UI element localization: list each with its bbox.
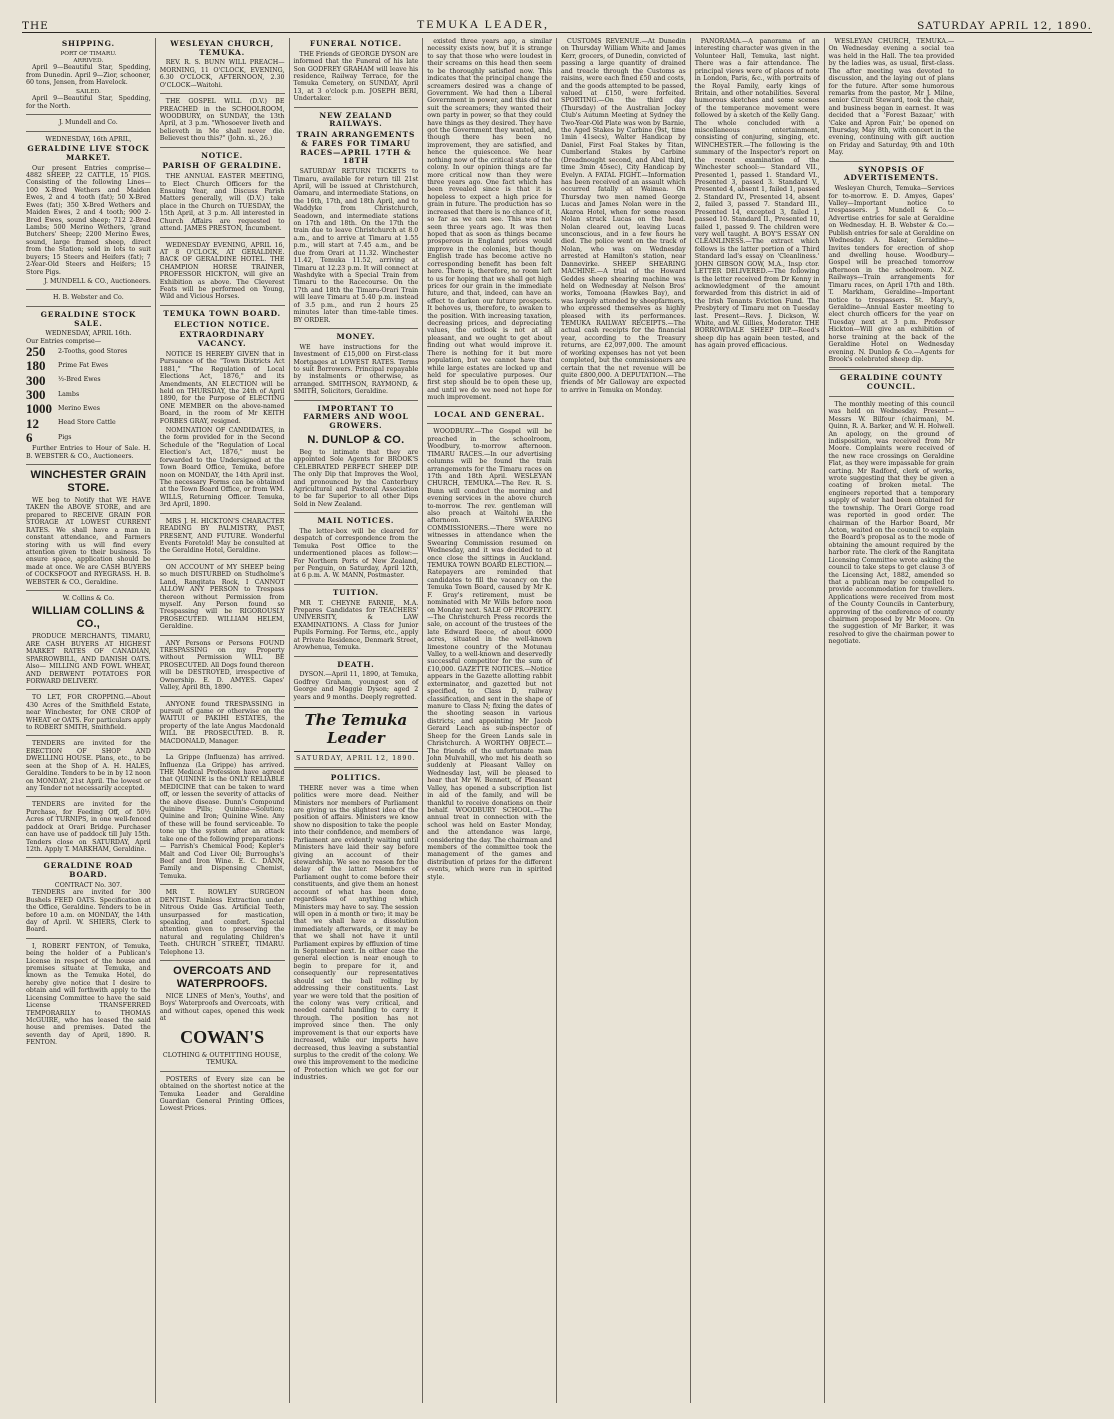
collins-big: WILLIAM COLLINS & CO.,: [31, 605, 145, 631]
stock-line-count: 250: [26, 344, 46, 360]
stock-intro: Our Entries comprise—: [26, 337, 101, 345]
stock-line-label: Pigs: [58, 433, 72, 441]
synopsis-heading: SYNOPSIS OF ADVERTISEMENTS.: [843, 164, 939, 183]
town-board-heading: TEMUKA TOWN BOARD.: [163, 308, 281, 318]
divider: [26, 796, 151, 797]
header-date: SATURDAY APRIL 12, 1890.: [917, 20, 1092, 32]
divider: [294, 107, 419, 108]
stock-line: [26, 388, 151, 402]
collins-text: PRODUCE MERCHANTS, TIMARU, ARE CASH BUYERS AT HIGHEST MARKET RATES OF CANADIAN, SPARROWBILL, AND DANISH OATS. Also— MILLING AND FOWL WHEAT, AND DERWENT POTATOES FOR FORWARD DELIVERY.: [26, 633, 151, 685]
railways-heading: NEW ZEALAND RAILWAYS.: [319, 110, 393, 129]
divider: [26, 735, 151, 736]
divider: [294, 656, 419, 657]
newspaper-columns: [22, 38, 1092, 1403]
divider: [294, 400, 419, 401]
money-heading: MONEY.: [336, 331, 376, 341]
stock-line-count: 300: [26, 387, 46, 403]
divider: [160, 696, 285, 697]
hickton-exhibition: WEDNESDAY EVENING, APRIL 16, AT 8 O'CLOCK, AT GERALDINE. BACK OF GERALDINE HOTEL. THE CHAMPION HORSE TRAINER, PROFESSOR HICKTON, will give an Exhibition as above. The Cleverest Feats will be performed on Young, Wild and Vicious Horses.: [159, 241, 285, 301]
stock-sale-date: WEDNESDAY, APRIL 16th.: [45, 330, 132, 338]
politics-text: THERE never was a time when politics were more dead. Neither Ministers nor members of Parliament are giving us the slightest idea of the position of affairs. Ministers we know show no disposition to take the people into their confidence, and members of Parliament are evidently waiting until Ministers have laid their say before giving an account of their stewardship. We see no reason for the delay of the latter. Members of Parliament ought to come before their constituents, and give them an honest account of what has been done, regardless of anything which Ministers may have to say. The session will open in a month or two; it may be that we shall have a dissolution immediately afterwards, or it may be that we shall not have it until Parliament expires by effluxion of time in September next. In either case the general election is near enough to begin to prepare for it, and consequently our representatives should set the ball rolling by addressing their constituents. Last year we were told that the position of the colony was very critical, and needed careful handling to carry it through. The position has not improved since then. The only improvement is that our exports have increased, while our imports have decreased, thus leaving a substantial surplus to the credit of the colony. We owe this improvement to the medicine of Protection which we got for our industries.: [293, 784, 419, 1082]
divider: [160, 305, 285, 306]
divider: [26, 131, 151, 132]
stock-line-count: 12: [26, 415, 39, 431]
divider: [26, 689, 151, 690]
stock-line: [26, 374, 151, 388]
stock-line-label: Prime Fat Ewes: [58, 362, 109, 370]
cowans-heading: COWAN'S: [180, 1026, 265, 1047]
mail-text: The letter-box will be cleared for despatch of correspondence from the Temuka Post Office to the undermentioned places as follow:— For Northern Ports of New Zealand, per Penguin, on Saturday, April 12th, at 6 p.m. A. W. MANN, Postmaster.: [293, 527, 419, 580]
parish-heading: PARISH OF GERALDINE.: [162, 161, 282, 171]
stock-footer: Further Entries to Hour of Sale. H. B. WEBSTER & CO., Auctioneers.: [26, 445, 151, 460]
port-heading: PORT OF TIMARU.: [60, 50, 117, 57]
tender-shop: TENDERS are invited for the ERECTION OF SHOP AND DWELLING HOUSE. Plans, etc., to be seen at the Shop of A. H. HALES, Geraldine. Tenders to be in by 12 noon on MONDAY, 21st April. The lowest or any Tender not necessarily accepted.: [26, 740, 151, 792]
easter-meeting-text: THE ANNUAL EASTER MEETING, to Elect Church Officers for the Ensuing Year, and Discuss Parish Matters generally, will (D.V.) take place in the Church on TUESDAY, the 15th April, at 3 p.m. All interested in Church Affairs are requested to attend. JAMES PRESTON, Incumbent.: [159, 173, 285, 233]
stock-line: [26, 417, 151, 431]
overcoats-text: NICE LINES of Men's, Youths', and Boys' Waterproofs and Overcoats, with and without capes, opened this week at: [159, 993, 285, 1023]
divider: [26, 857, 151, 858]
divider: [294, 512, 419, 513]
divider: [26, 114, 151, 115]
masthead: The Temuka Leader: [294, 707, 419, 752]
local-general-heading: LOCAL AND GENERAL.: [434, 409, 546, 419]
column-4: [423, 38, 557, 1403]
train-heading: TRAIN ARRANGEMENTS & FARES FOR TIMARU RACES—APRIL 17TH & 18TH: [296, 130, 416, 166]
news-text-col6: PANORAMA.—A panorama of an interesting character was given in the Volunteer Hall, Temuka, last night. There was a fair attendance. The principal views were of places of note in London, Paris, &c., with portraits of the Royal Family, early kings of Britain, and other notabilities. Several humorous sketches and some scenes of the temperance movement were followed by a sketch of the Kelly Gang. The whole concluded with a miscellaneous entertainment, consisting of conjuring, singing, etc. WINCHESTER.—The following is the summary of the Inspector's report on the recent examination of the Winchester school:— Standard VII., Presented 1, passed 1. Standard VI., Presented 3, passed 3. Standard V., Presented 4, absent 1, failed 1, passed 2. Standard IV., Presented 14, absent 2, failed 3, passed 7. Standard III., Presented 14, excepted 3, failed 1, passed 10. Standard II., Presented 10, failed 1, passed 9. The children were very well taught. A BOY'S ESSAY ON CLEANLINESS.—The extract which follows is the latter portion of a Third Standard lad's essay on 'Cleanliness.' JOHN GIBSON GOW, M.A., Insp ctor. LETTER DELIVERED.—The following is the letter received from Dr Kenny in acknowledgment of the amount forwarded from this district in aid of the Irish Tenants Eviction Fund. The Presbytery of Timaru met on Tuesday last. Present—Revs. J. Dickson, W. White, and W. Gillies, Moderator. THE BORROWDALE SHEEP DIP.—Reed's sheep dip has again been tested, and has again proved efficacious.: [694, 38, 820, 350]
road-board-heading: GERALDINE ROAD BOARD.: [43, 861, 134, 880]
sale-title: GERALDINE LIVE STOCK MARKET.: [27, 144, 150, 162]
stock-line-label: Merino Ewes: [58, 405, 100, 412]
synopsis-text: Wesleyan Church, Temuka—Services for to-morrow. E. D. Amyes, Gapes' Valley—Important notice to trespassers. J. Mundell & Co.—Advertise entries for sale at Geraldine on Wednesday. H. B. Webster & Co.—Publish entries for sale at Geraldine on Wednesday. A. Baker, Geraldine—Invites tenders for erection of shop and dwelling house. Woodbury—Gospel will be preached tomorrow afternoon in the schoolroom. N.Z. Railways—Train arrangements for Timaru races, on April 17th and 18th. T. Markham, Geraldine—Important notice to trespassers. St. Mary's, Geraldine—Annual Easter meeting to elect church officers for the year on Tuesday next at 3 p.m. Professor Hickton—Will give an exhibition of horse training at the back of the Geraldine Hotel on Wednesday evening. N. Dunlop & Co.—Agents for Brook's celebrated sheep dip.: [828, 185, 955, 363]
arrived-heading: ARRIVED.: [73, 57, 104, 64]
sale-signature: J. MUNDELL & CO., Auctioneers.: [43, 277, 151, 285]
tender-oats: TENDERS are invited for 300 Bushels FEED OATS. Specification at the Office, Geraldine. Tenders to be in before 10 a.m. on MONDAY, the 14th day of April. W. SHIERS, Clerk to Board.: [26, 889, 151, 934]
divider: [160, 960, 285, 961]
divider: [160, 884, 285, 885]
wesleyan-social-text: WESLEYAN CHURCH, TEMUKA.—On Wednesday evening a social tea was held in the Hall. The tea provided by the ladies was, as usual, first-class. The after meeting was devoted to discussion, and the laying out of plans for the future. After some humorous remarks from the pastor, Mr J. Milne, senior Circuit Steward, took the chair, and business began in earnest. It was decided that a 'Forest Bazaar,' with 'Cake and Apron Fair,' be opened on Thursday, May 8th, with concert in the evening, continuing with gift auction on Friday and Saturday, 9th and 10th May.: [828, 38, 955, 157]
divider: [829, 161, 955, 162]
sale-date: WEDNESDAY, 16th APRIL,: [45, 135, 132, 143]
stock-line: [26, 431, 151, 445]
divider: [26, 590, 151, 591]
money-text: WE have instructions for the Investment of £15,000 on First-class Mortgages at LOWEST RATES. Terms to suit Borrowers. Principal repayable by instalments or otherwise, as arranged. SMITHSON, RAYMOND, & SMITH, Solicitors, Geraldine.: [293, 343, 419, 396]
notice-heading: NOTICE.: [201, 150, 244, 160]
arrived-text: April 9—Beautiful Star, Spedding, from Dunedin. April 9—Zior, schooner, 60 tons, Jensen, from Havelock.: [26, 64, 151, 87]
election-notice-heading: ELECTION NOTICE.: [174, 319, 271, 329]
divider: [26, 289, 151, 290]
dunlop-text: Beg to intimate that they are appointed Sole Agents for BROOK'S CELEBRATED PERFECT SHEEP DIP. The only Dip that Improves the Wool, and pronounced by the Canterbury Agricultural and Pastoral Association to be far Superior to all other Dips Sold in New Zealand.: [293, 448, 419, 508]
stock-line-label: 2-Tooths, good Stores: [58, 347, 128, 355]
stock-line: [26, 359, 151, 373]
cowans-subheading: CLOTHING & OUTFITTING HOUSE, TEMUKA.: [162, 1051, 282, 1067]
divider: [427, 406, 552, 407]
tender-turnips: TENDERS are invited for the Purchase, for Feeding Off, of 50½ Acres of TURNIPS, in one well-fenced paddock at Orari Bridge. Purchaser can have use of paddock till July 15th. Tenders close on SATURDAY, April 12th. Apply T. MARKHAM, Geraldine.: [26, 801, 151, 853]
divider: [160, 147, 285, 148]
train-text: SATURDAY RETURN TICKETS to Timaru, available for return till 21st April, will be issued at Christchurch, Oamaru, and intermediate Stations, on the 16th, 17th, and 18th April, and to Waddyke from Christchurch, Seadown, and intermediate stations on 17th and 18th. On the 17th the train due to leave Christchurch at 8.0 a.m., and to arrive at Timaru at 1.55 p.m., will start at 7.45 a.m., and be due from Orari at 11.32. Winchester 11.42, Temuka 11.52, arriving at Timaru at 12.23 p.m. It will connect at Washdyke with a Special Train from Timaru to the Racecourse. On the 17th and 18th the Timaru-Orari Train will leave Timaru at 5.40 p.m. instead of 3.5 p.m., and run 2 hours 25 minutes later than time-table times. BY ORDER.: [293, 168, 419, 324]
divider: [160, 635, 285, 636]
sheep-notice: ON ACCOUNT of MY SHEEP being so much DISTURBED on Studholme's Land, Rangitata Rock, I CANNOT ALLOW ANY PERSON to Trespass thereon without Permission from myself. Any Person found so Trespassing will be RIGOROUSLY PROSECUTED. WILLIAM HELEM, Geraldine.: [159, 563, 285, 631]
divider: [294, 584, 419, 585]
stock-line-label: Head Store Cattle: [58, 419, 116, 427]
divider: [294, 328, 419, 329]
mundell-heading: J. Mundell and Co.: [59, 119, 118, 127]
divider: [26, 306, 151, 307]
vacancy-heading: EXTRAORDINARY VACANCY.: [179, 330, 265, 349]
local-news-text: WOODBURY.—The Gospel will be preached in the schoolroom, Woodbury, to-morrow afternoon. TIMARU RACES.—In our advertising columns will be found the train arrangements for the Timaru races on 17th and 18th April. WESLEYAN CHURCH, TEMUKA.—The Rev. R. S. Bunn will conduct the morning and evening services in the above church to-morrow. The rev. gentleman will also preach at Waitohi in the afternoon. SWEARING COMMISSIONERS.—There were no witnesses in attendance when the Swearing Commission resumed on Wednesday, and it was decided to at once close the sittings in Auckland. TEMUKA TOWN BOARD ELECTION.—Ratepayers are reminded that candidates to fill the vacancy on the Temuka Town Board, caused by Mr K. F. Gray's retirement, must be nominated with Mr Wills before noon on Monday next. SALE OF PROPERTY.—The Christchurch Press records the sale, on account of the trustees of the late Edward Reece, of about 6000 acres, situated in the well-known limestone country of the Motunau Valley, to a well-known and deservedly successful competitor for the sum of £10,000. GAZETTE NOTICES.—Notice appears in the Gazette allotting rabbit exterminator, and gazetted but not specified, to Class D, railway classification, and sent in the shape of manure to Class N; fixing the dates of the shooting season in various districts; and appointing Mr Jacob Gerard Leach as sub-inspector of Sheep for the Green Lands sale in Christchurch. A WORTHY OBJECT.—The friends of the unfortunate man John Mulvahill, who met his death so suddenly at Pleasant Valley on Wednesday last, will be pleased to hear that Mr W. Bennett, of Pleasant Valley, has opened a subscription list in aid of the family, and will be thankful to receive donations on their behalf. WOODBURY SCHOOL.—The annual treat in connection with the school was held on Easter Monday, and the attendance was large, considering the day. The chairman and members of the committee took the management of the games and distribution of prizes for the different events, which were run in spirited style.: [427, 428, 552, 881]
column-3: [290, 38, 424, 1403]
dunlop-heading: N. DUNLOP & CO.: [307, 433, 405, 446]
divider: [160, 513, 285, 514]
divider: [160, 1071, 285, 1072]
divider: [427, 423, 552, 424]
fenton-license-notice: I, ROBERT FENTON, of Temuka, being the holder of a Publican's License in respect of the house and premises situate at Temuka, and known as the Temuka Hotel, do hereby give notice that I desire to obtain and will forthwith apply to the Licensing Committee to have the said License TRANSFERRED TEMPORARILY to THOMAS McGUIRE, who has leased the said house and premises. Dated the seventh day of April, 1890. R. FENTON.: [26, 942, 151, 1047]
divider: [26, 938, 151, 939]
wesleyan-text: REV. R. S. BUNN WILL PREACH— MORNING, 11 O'CLOCK, EVENING, 6.30 O'CLOCK, AFTERNOON, 2.30 O'CLOCK—Waitohi.: [159, 59, 285, 89]
column-7: [825, 38, 959, 1403]
divider: [160, 559, 285, 560]
tuition-text: MR T. CHEYNE FARNIE, M.A. Prepares Candidates for TEACHERS' UNIVERSITY, & LAW EXAMINATIONS. A Class for Junior Pupils Forming. For Terms, etc., apply at Private Residence, Denmark Street, Arowhenua, Temuka.: [293, 599, 419, 652]
palmistry-ad: MRS J. H. HICKTON'S CHARACTER READING BY PALMISTRY, PAST, PRESENT, AND FUTURE. Wonderful Events Foretold! May be consulted at the Geraldine Hotel, Geraldine.: [159, 517, 285, 555]
gospel-notice: THE GOSPEL WILL (D.V.) BE PREACHED in the SCHOOLROOM, WOODBURY, on SUNDAY, the 13th April, at 3 p.m. "Whosoever liveth and believeth in Me shall never die. Believest thou this?" (John. xi., 26.): [159, 98, 285, 143]
wesleyan-heading: WESLEYAN CHURCH, TEMUKA.: [170, 39, 274, 57]
column-6: [691, 38, 825, 1403]
collins-heading: W. Collins & Co.: [62, 595, 115, 603]
posters-ad: POSTERS of Every size can be obtained on the shortest notice at the Temuka Leader and Geraldine Guardian General Printing Offices, Lowest Prices.: [159, 1075, 285, 1113]
winchester-text: WE beg to Notify that WE HAVE TAKEN the ABOVE STORE, and are prepared to RECEIVE GRAIN FOR STORAGE AT LOWEST CURRENT RATES. We shall have a man in constant attendance, and Farmers storing with us will find every attention given to their business. To ensure space, application should be made at once. We are CASH BUYERS of COCKSFOOT and RYEGRASS. H. B. WEBSTER & CO., Geraldine.: [26, 496, 151, 586]
tuition-heading: TUITION.: [332, 587, 379, 597]
news-text-col5: CUSTOMS REVENUE.—At Dunedin on Thursday William White and James Kerr, grocers, of Dunedin, convicted of passing a large quantity of drained and treacle through the Customs as raisins, were each fined £50 and costs, and the goods attempted to be passed, valued at £150, were forfeited. SPORTING.—On the third day (Thursday) of the Australian Jockey Club's Autumn Meeting at Sydney the Two-Year-Old Plate was won by Barnie, the Aged Stakes by Carbine (9st, time 1min 41secs), Walter Handicap by Daniel, First Foal Stakes by Titan, Cumberland Stakes by Carbine (Dreadnought second, and Abel third, time 3min 45sec), City Handicap by Evelyn. A FATAL FIGHT.—Information has been received of an assault which occurred fatally at Waimea. On Thursday two men named George Lucas and James Nolan were in the Akaroa Hotel, when for some reason Nolan struck Lucas on the head. Nolan cleared out, leaving Lucas unconscious, and in a few hours he died. The police went on the track of Nolan, who was on Wednesday arrested at Hamilton's station, near Dannevirke. SHEEP SHEARING MACHINE.—A trial of the Howard Geddes sheep shearing machine was held on Wednesday at Nelson Bros' works, Tomoana (Hawkes Bay), and was largely attended by sheepfarmers, who expressed themselves as highly pleased with its performances. TEMUKA RAILWAY RECEIPTS.—The actual cash receipts for the financial year, according to the Treasury returns, are £2,097,000. The amount of working expenses has not yet been completed, but the commissioners are certain that the net revenue will be quite £800,000. A DEPUTATION.—The friends of Mr Galloway are expected to arrive in Temuka on Monday.: [561, 38, 686, 394]
newspaper-title: TEMUKA LEADER,: [416, 17, 549, 31]
masthead-date: SATURDAY, APRIL 12, 1890.: [296, 754, 416, 763]
nomination-text: NOMINATION OF CANDIDATES, in the form provided for in the Second Schedule of the "Regulation of Local Election's Act, 1876," must be forwarded to the Undersigned at the Town Board Office, Temuka, before noon on MONDAY, the 14th April inst. The necessary Forms can be obtained at the Town Board Office, or from WM. WILLS, Returning Officer. Temuka, 3rd April, 1890.: [159, 427, 285, 509]
header-left: THE: [22, 20, 49, 32]
page-header: [22, 10, 1092, 33]
county-council-heading: GERALDINE COUNTY COUNCIL.: [839, 373, 943, 392]
editorial-continued: existed three years ago, a similar necessity exists now, but it is strange to say that those who were loudest in their screams on this head then seem to be thoroughly satisfied now. This indicates that the principal change the screamers desired was a change of Government. We had then a Liberal Government in power, and this did not suit the screamers; they wanted their own party in power, so that they could have things as they desired. They have got the Government they wanted, and, though there has been no improvement, they are satisfied, and hence the quiescence. We hear nothing now of the critical state of the colony. In our opinion things are far more critical now than they were three years ago. One fact which has been revealed since is that it is hopeless to expect a high price for grain in future. The production has so increased that there is no chance of it, so far as we can see. This was not seen three years ago. It was then hoped that as soon as things became prosperous in England prices would improve in the colonies, but though English trade has become active no corresponding benefit has been felt here. There is, therefore, no room left to us for hoping that we shall get high prices for our grain in the immediate future, and that, indeed, can have an effect to darken our future prospects. It behoves us, therefore, to awaken to the position. With increasing taxation, decreasing prices, and depreciating values, the outlook is not at all pleasant, and we ought to get about finding out what would improve it. There is nothing for it but more population, but we cannot have that while large estates are locked up and held for speculative purposes. Our first step should be to open these up, and until we do we need not hope for much improvement.: [427, 38, 552, 402]
to-let-notice: TO LET, FOR CROPPING.—About 430 Acres of the Smithfield Estate, near Winchester, for ONE CROP of WHEAT or OATS. For particulars apply to ROBERT SMITH, Smithfield.: [26, 694, 151, 732]
divider: [829, 396, 955, 397]
funeral-text: THE Friends of GEORGE DYSON are informed that the Funeral of his late Son GODFREY GRAHAM will leave his residence, Railway Terrace, for the Temuka Cemetery, on SUNDAY, April 13, at 3 o'clock p.m. JOSEPH BERI, Undertaker.: [293, 50, 419, 103]
politics-heading: POLITICS.: [330, 773, 382, 783]
stock-line: [26, 345, 151, 359]
overcoats-heading: OVERCOATS AND WATERPROOFS.: [173, 965, 272, 991]
county-council-text: The monthly meeting of this council was held on Wednesday. Present—Messrs W. Bilfour (chairman), M. Quinn, R. A. Barker, and W. H. Holwell. An apology, on the ground of indisposition, was received from Mr Moore. Complaints were received of the new race crossings on Geraldine Flat, as they were impassable for grain carting. Mr Radford, clerk of works, wrote suggesting that they be given a coating of broken metal. The engineers reported that a temporary supply of water had been obtained for the township. The Orari Gorge road was reported in good order. The chairman of the Harbor Board, Mr Acton, waited on the council to explain the Board's proposal as to the mode of obtaining the amount required by the harbor rate. The clerk of the Rangitata Licensing Committee wrote asking the council to take steps to get clause 3 of the Licensing Act, 1882, amended so that a publican may be compelled to provide accommodation for travellers. Applications were received from most of the County Councils in Canterbury, approving of the conference of county chairmen proposed by Mr Moore. On the suggestion of Mr Barker, it was resolved to give the chairman power to negotiate.: [828, 400, 955, 646]
stock-line-count: 300: [26, 372, 46, 388]
winchester-heading: WINCHESTER GRAIN STORE.: [30, 469, 147, 495]
stock-line-count: 180: [26, 358, 46, 374]
sailed-heading: SAILED.: [75, 88, 101, 95]
stock-line: [26, 402, 151, 416]
divider: [160, 93, 285, 94]
double-rule: [294, 767, 419, 770]
stock-line-label: ½-Bred Ewes: [58, 376, 101, 384]
double-rule: [829, 367, 955, 370]
webster-heading: H. B. Webster and Co.: [53, 294, 124, 302]
sale-entries: Our present Entries comprise— 4882 SHEEP, 22 CATTLE, 15 PIGS. Consisting of the following Lines— 100 X-Bred Wethers and Maiden Ewes, 2 and 4 tooth (fat); 50 X-Bred Ewes (fat); 350 X-Bred Wethers and Maiden Ewes, 2 and 4 tooth; 900 2-Bred Ewes, sound sheep; 712 2-Bred Lambs; 500 Merino Wethers, 'grand Butchers' Sheep; 2200 Merino Ewes, sound, large framed sheep, direct from the Station; sold in lots to suit buyers; 15 Steers and Heifers (fat); 7 2-Year-Old Steers and Heifers; 15 Store Pigs.: [26, 164, 151, 276]
trespass-notice: ANY Persons or Persons FOUND TRESPASSING on my Property without Permission WILL BE PROSECUTED. All Dogs found thereon will be DESTROYED, irrespective of Ownership. E. D. AMYES. Gapes' Valley, April 8th, 1890.: [159, 639, 285, 692]
divider: [160, 237, 285, 238]
contract-number: CONTRACT No. 307.: [54, 881, 122, 889]
shipping-heading: SHIPPING.: [61, 39, 115, 48]
mail-heading: MAIL NOTICES.: [317, 516, 395, 526]
column-5: [557, 38, 691, 1403]
waitui-notice: ANYONE found TRESPASSING in pursuit of game or otherwise on the WAITUI or PAKIHI ESTATES, the property of the late Angus Macdonald WILL BE PROSECUTED. B. R. MACDONALD, Manager.: [159, 700, 285, 745]
column-1: [22, 38, 156, 1403]
stock-line-count: 1000: [26, 401, 52, 417]
la-grippe-ad: La Grippe (Influenza) has arrived. Influenza (La Grippe) has arrived. THE Medical Profession have agreed that QUININE is the ONLY RELIABLE MEDICINE that can be taken to ward off, or lessen the severity of attacks of the above disease. Dunn's Compound Quinine Pills; Quinine—Solution; Quinine and Iron; Quinine Wine. Any of these will be found serviceable. To tone up the system after an attack take one of the following preparations:— Parrish's Chemical Food; Kepler's Malt and Cod Liver Oil; Burroughs's Beef and Iron Wine. E. C. DANN, Family and Dispensing Chemist, Temuka.: [159, 754, 285, 880]
divider: [160, 749, 285, 750]
sailed-text: April 9—Beautiful Star, Spedding, for the North.: [26, 95, 151, 110]
stock-sale-title: GERALDINE STOCK SALE.: [40, 309, 137, 328]
divider: [26, 464, 151, 465]
death-text: DYSON.—April 11, 1890, at Temuka, Godfrey Graham, youngest son of George and Maggie Dyson; aged 2 years and 9 months. Deeply regretted.: [293, 671, 419, 701]
death-heading: DEATH.: [337, 659, 375, 669]
stock-line-count: 6: [26, 429, 33, 445]
stock-line-label: Lambs: [58, 390, 80, 398]
stock-lines: [26, 345, 151, 445]
column-2: [156, 38, 290, 1403]
election-text: NOTICE IS HEREBY GIVEN that in Pursuance of the "Town Districts Act 1881," "The Regulation of Local Elections Act, 1876," and its Amendments, AN ELECTION will be held on THURSDAY, the 24th of April 1890, for the Purpose of ELECTING ONE MEMBER on the above-named Board, in the room of Mr KEITH FORBES GRAY, resigned.: [159, 350, 285, 425]
funeral-heading: FUNERAL NOTICE.: [309, 39, 402, 48]
dentist-ad: MR T. ROWLEY SURGEON DENTIST. Painless Extraction under Nitrous Oxide Gas. Artificial Teeth, unsurpassed for mastication, speaking, and comfort. Special attention given to preserving the natural and regulating Children's Teeth. CHURCH STREET, TIMARU. Telephone 13.: [159, 889, 285, 956]
important-heading: IMPORTANT TO FARMERS AND WOOL GROWERS.: [303, 403, 409, 431]
